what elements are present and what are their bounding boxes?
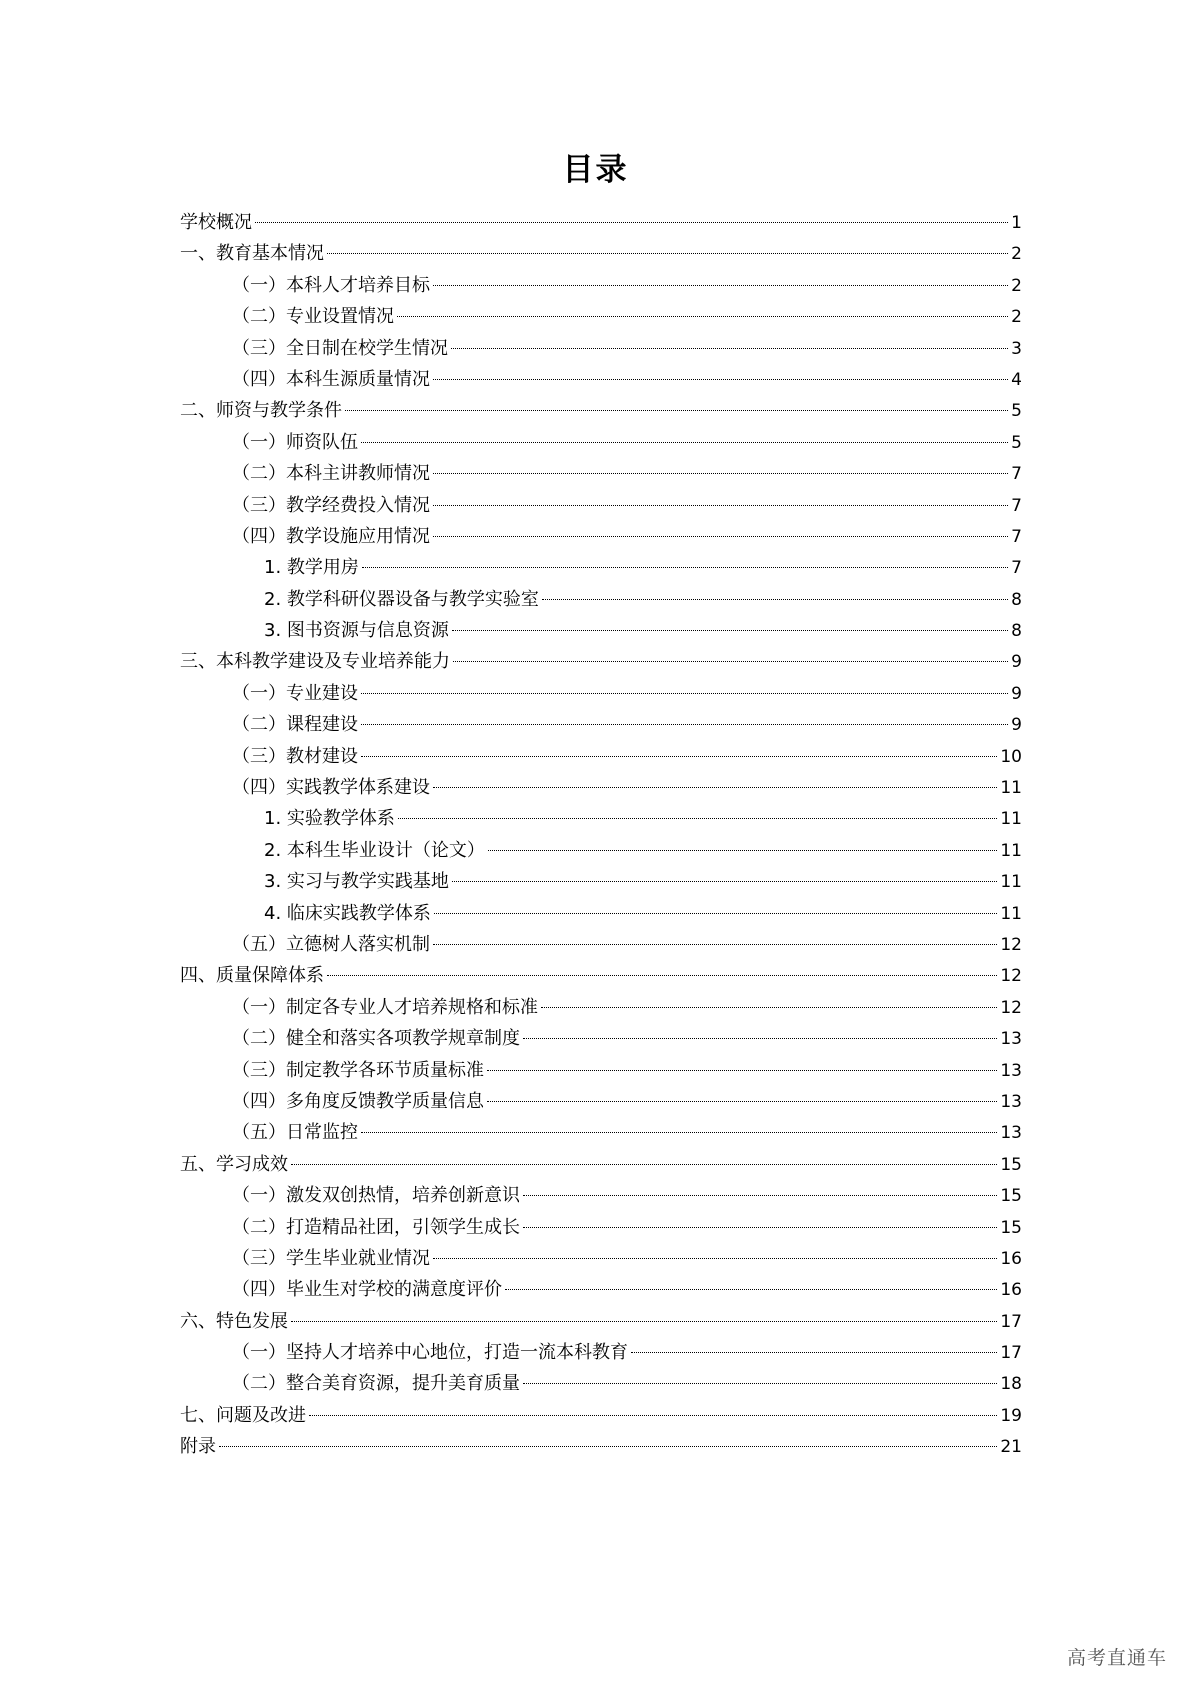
toc-entry[interactable] [180, 1243, 1022, 1274]
toc-entry-label: 1. 教学用房 [264, 557, 359, 579]
toc-entry[interactable] [180, 521, 1022, 552]
toc-entry-page-number: 12 [1000, 966, 1022, 987]
toc-entry[interactable] [180, 1274, 1022, 1305]
toc-entry-label: 七、问题及改进 [180, 1404, 306, 1426]
toc-entry-label: （二）健全和落实各项教学规章制度 [232, 1028, 520, 1050]
dot-leader [523, 1195, 997, 1196]
toc-entry[interactable] [180, 1431, 1022, 1462]
toc-entry-page-number: 13 [1000, 1123, 1022, 1144]
toc-entry-page-number: 19 [1000, 1405, 1022, 1426]
toc-entry[interactable] [180, 772, 1022, 803]
dot-leader [345, 410, 1008, 411]
toc-entry-label: （三）学生毕业就业情况 [232, 1247, 430, 1269]
toc-entry-page-number: 11 [1000, 778, 1022, 799]
dot-leader [434, 913, 997, 914]
toc-entry-label: 1. 实验教学体系 [264, 808, 395, 830]
dot-leader [433, 787, 997, 788]
toc-entry[interactable] [180, 835, 1022, 866]
toc-entry[interactable] [180, 1117, 1022, 1148]
toc-entry-page-number: 2 [1011, 307, 1022, 328]
toc-entry[interactable] [180, 364, 1022, 395]
dot-leader [433, 536, 1008, 537]
toc-entry[interactable] [180, 678, 1022, 709]
toc-entry[interactable] [180, 552, 1022, 583]
dot-leader [487, 1101, 997, 1102]
toc-entry-label: （二）整合美育资源，提升美育质量 [232, 1373, 520, 1395]
toc-entry-page-number: 7 [1011, 526, 1022, 547]
dot-leader [397, 316, 1008, 317]
toc-entry[interactable] [180, 207, 1022, 238]
table-of-contents [180, 207, 1022, 1463]
toc-entry[interactable] [180, 1149, 1022, 1180]
dot-leader [327, 975, 997, 976]
toc-entry[interactable] [180, 709, 1022, 740]
page-title: 目录 [562, 152, 629, 188]
toc-entry-label: （一）坚持人才培养中心地位，打造一流本科教育 [232, 1342, 628, 1364]
toc-entry-label: （二）专业设置情况 [232, 306, 394, 328]
dot-leader [542, 599, 1008, 600]
toc-entry-page-number: 16 [1000, 1248, 1022, 1269]
toc-entry[interactable] [180, 1400, 1022, 1431]
toc-entry[interactable] [180, 301, 1022, 332]
toc-entry[interactable] [180, 1212, 1022, 1243]
toc-entry-page-number: 1 [1011, 213, 1022, 233]
toc-entry-label: 2. 教学科研仪器设备与教学实验室 [264, 588, 539, 610]
toc-entry-page-number: 13 [1000, 1091, 1022, 1112]
toc-entry[interactable] [180, 1023, 1022, 1054]
toc-entry-page-number: 15 [1000, 1186, 1022, 1207]
toc-entry-page-number: 15 [1000, 1154, 1022, 1175]
toc-entry-label: （一）本科人才培养目标 [232, 274, 430, 296]
toc-entry-label: （四）毕业生对学校的满意度评价 [232, 1279, 502, 1301]
toc-entry-page-number: 9 [1011, 715, 1022, 736]
toc-entry-page-number: 9 [1011, 683, 1022, 704]
dot-leader [361, 724, 1008, 725]
dot-leader [433, 1258, 997, 1259]
toc-entry-page-number: 2 [1011, 275, 1022, 296]
toc-entry-label: （四）多角度反馈教学质量信息 [232, 1090, 484, 1112]
toc-entry-page-number: 11 [1000, 809, 1022, 830]
dot-leader [523, 1038, 997, 1039]
toc-entry[interactable] [180, 427, 1022, 458]
toc-entry[interactable] [180, 741, 1022, 772]
toc-entry[interactable] [180, 992, 1022, 1023]
dot-leader [433, 379, 1008, 380]
dot-leader [433, 285, 1008, 286]
toc-entry[interactable] [180, 929, 1022, 960]
dot-leader [398, 818, 997, 819]
toc-entry-page-number: 10 [1000, 746, 1022, 767]
dot-leader [361, 442, 1008, 443]
dot-leader [362, 567, 1008, 568]
toc-entry-label: 3. 图书资源与信息资源 [264, 620, 449, 642]
toc-entry[interactable] [180, 803, 1022, 834]
dot-leader [505, 1289, 997, 1290]
toc-entry-label: 六、特色发展 [180, 1310, 288, 1332]
dot-leader [361, 693, 1008, 694]
dot-leader [523, 1227, 997, 1228]
toc-entry[interactable] [180, 1306, 1022, 1337]
toc-entry-label: （三）全日制在校学生情况 [232, 337, 448, 359]
toc-entry-label: （一）师资队伍 [232, 431, 358, 453]
toc-entry[interactable] [180, 1368, 1022, 1399]
dot-leader [327, 253, 1008, 254]
toc-entry-page-number: 16 [1000, 1280, 1022, 1301]
dot-leader [488, 850, 997, 851]
toc-entry-page-number: 4 [1011, 369, 1022, 390]
toc-entry-page-number: 8 [1011, 621, 1022, 642]
toc-entry[interactable] [180, 615, 1022, 646]
toc-entry-label: 附录 [180, 1436, 216, 1458]
dot-leader [291, 1321, 997, 1322]
toc-entry-page-number: 2 [1011, 244, 1022, 265]
toc-entry-page-number: 17 [1000, 1311, 1022, 1332]
dot-leader [452, 881, 997, 882]
toc-entry-label: （三）教材建设 [232, 745, 358, 767]
toc-entry-label: （二）本科主讲教师情况 [232, 463, 430, 485]
toc-entry-page-number: 13 [1000, 1029, 1022, 1050]
watermark: 高考直通车 [1066, 1647, 1167, 1669]
toc-entry-label: （五）立德树人落实机制 [232, 933, 430, 955]
dot-leader [309, 1415, 997, 1416]
toc-entry[interactable] [180, 1055, 1022, 1086]
toc-entry-label: （二）课程建设 [232, 714, 358, 736]
toc-entry[interactable] [180, 238, 1022, 269]
toc-entry-page-number: 7 [1011, 464, 1022, 485]
toc-entry-label: （四）本科生源质量情况 [232, 368, 430, 390]
toc-entry[interactable] [180, 333, 1022, 364]
toc-entry[interactable] [180, 490, 1022, 521]
toc-entry-label: 五、学习成效 [180, 1153, 288, 1175]
toc-entry[interactable] [180, 270, 1022, 301]
toc-entry-label: 一、教育基本情况 [180, 243, 324, 265]
toc-entry-label: 三、本科教学建设及专业培养能力 [180, 651, 450, 673]
toc-entry-label: （四）教学设施应用情况 [232, 525, 430, 547]
toc-entry[interactable] [180, 584, 1022, 615]
toc-entry-label: 四、质量保障体系 [180, 965, 324, 987]
toc-entry-page-number: 15 [1000, 1217, 1022, 1238]
toc-entry-label: （三）教学经费投入情况 [232, 494, 430, 516]
toc-entry[interactable] [180, 866, 1022, 897]
toc-entry-page-number: 12 [1000, 934, 1022, 955]
toc-entry-label: 2. 本科生毕业设计（论文） [264, 839, 485, 861]
toc-entry-page-number: 11 [1000, 903, 1022, 924]
dot-leader [433, 505, 1008, 506]
toc-entry-label: 4. 临床实践教学体系 [264, 902, 431, 924]
toc-entry-page-number: 5 [1011, 401, 1022, 422]
dot-leader [523, 1383, 997, 1384]
dot-leader [451, 348, 1008, 349]
toc-entry-page-number: 3 [1011, 338, 1022, 359]
dot-leader [291, 1164, 997, 1165]
dot-leader [219, 1446, 997, 1447]
toc-entry-page-number: 5 [1011, 432, 1022, 453]
toc-entry-page-number: 13 [1000, 1060, 1022, 1081]
toc-entry-page-number: 7 [1011, 495, 1022, 516]
dot-leader [361, 756, 997, 757]
toc-entry-label: （二）打造精品社团，引领学生成长 [232, 1216, 520, 1238]
toc-entry[interactable] [180, 1086, 1022, 1117]
dot-leader [453, 661, 1008, 662]
toc-entry-page-number: 8 [1011, 589, 1022, 610]
toc-entry[interactable] [180, 960, 1022, 991]
toc-entry-label: （五）日常监控 [232, 1122, 358, 1144]
toc-entry-page-number: 17 [1000, 1343, 1022, 1364]
toc-entry-page-number: 18 [1000, 1374, 1022, 1395]
toc-entry-page-number: 21 [1000, 1437, 1022, 1458]
toc-entry-page-number: 9 [1011, 652, 1022, 673]
toc-entry-page-number: 11 [1000, 872, 1022, 893]
dot-leader [361, 1132, 997, 1133]
dot-leader [631, 1352, 997, 1353]
dot-leader [541, 1007, 997, 1008]
toc-entry-page-number: 11 [1000, 840, 1022, 861]
toc-entry-page-number: 7 [1011, 558, 1022, 579]
toc-entry-label: （一）专业建设 [232, 682, 358, 704]
toc-entry[interactable] [180, 395, 1022, 426]
toc-entry-page-number: 12 [1000, 997, 1022, 1018]
toc-entry[interactable] [180, 1337, 1022, 1368]
toc-entry[interactable] [180, 458, 1022, 489]
toc-entry[interactable] [180, 646, 1022, 677]
dot-leader [452, 630, 1008, 631]
toc-entry-label: 二、师资与教学条件 [180, 400, 342, 422]
toc-entry[interactable] [180, 898, 1022, 929]
toc-entry-label: 学校概况 [180, 212, 252, 233]
toc-entry-label: 3. 实习与教学实践基地 [264, 871, 449, 893]
toc-entry-label: （一）激发双创热情，培养创新意识 [232, 1185, 520, 1207]
dot-leader [487, 1070, 997, 1071]
dot-leader [255, 222, 1008, 223]
toc-entry[interactable] [180, 1180, 1022, 1211]
dot-leader [433, 473, 1008, 474]
toc-entry-label: （一）制定各专业人才培养规格和标准 [232, 996, 538, 1018]
dot-leader [433, 944, 997, 945]
toc-entry-label: （四）实践教学体系建设 [232, 777, 430, 799]
toc-entry-label: （三）制定教学各环节质量标准 [232, 1059, 484, 1081]
